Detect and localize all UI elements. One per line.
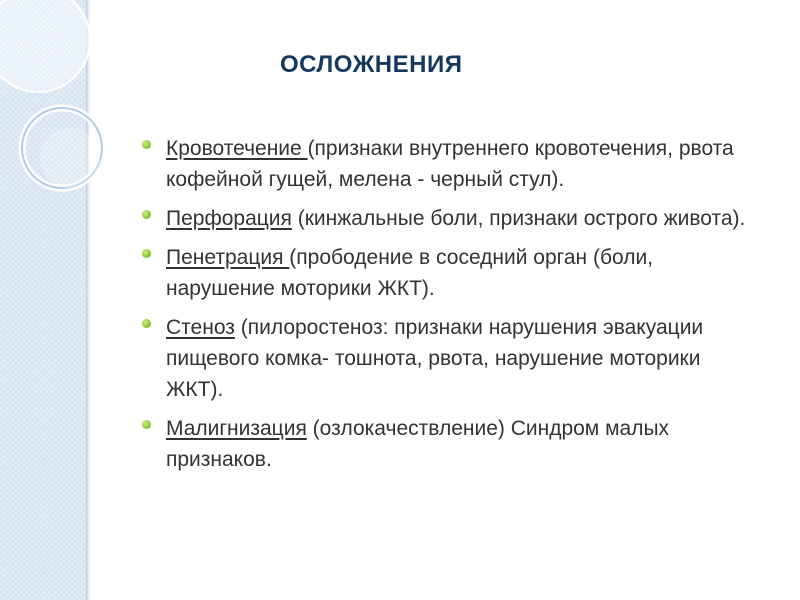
list-item	[142, 203, 762, 234]
bullet-text	[166, 137, 734, 191]
complications-list	[142, 133, 762, 483]
bullet-dot-icon	[142, 210, 151, 219]
bullet-dot-icon	[142, 319, 151, 328]
bullet-term: Малигнизация	[166, 417, 307, 440]
bullet-description: (прободение в соседний орган (боли, нарушение моторики ЖКТ).	[166, 246, 654, 300]
bullet-description: (пилоростеноз: признаки нарушения эвакуации пищевого комка- тошнота, рвота, нарушение моторики ЖКТ).	[166, 316, 704, 401]
slide-title: ОСЛОЖНЕНИЯ	[280, 51, 463, 78]
list-item	[142, 133, 762, 195]
bullet-term: Пенетрация	[166, 246, 290, 269]
bullet-term: Кровотечение	[166, 137, 308, 160]
list-item	[142, 242, 762, 304]
bullet-text	[166, 207, 745, 230]
bullet-term: Перфорация	[166, 207, 292, 230]
bullet-text	[166, 417, 669, 471]
bullet-dot-icon	[142, 140, 151, 149]
bullet-description: (кинжальные боли, признаки острого живота).	[291, 207, 746, 230]
bullet-dot-icon	[142, 249, 151, 258]
list-item	[142, 312, 762, 405]
bullet-text	[166, 246, 653, 300]
bullet-description: (признаки внутреннего кровотечения, рвота кофейной гущей, мелена - черный стул).	[166, 137, 734, 191]
list-item	[142, 413, 762, 475]
bullet-dot-icon	[142, 420, 151, 429]
bullet-term: Стеноз	[166, 316, 235, 339]
bullet-text	[166, 316, 703, 401]
bullet-description: (озлокачествление) Синдром малых признаков.	[166, 417, 670, 471]
decorative-circles	[0, 0, 120, 260]
